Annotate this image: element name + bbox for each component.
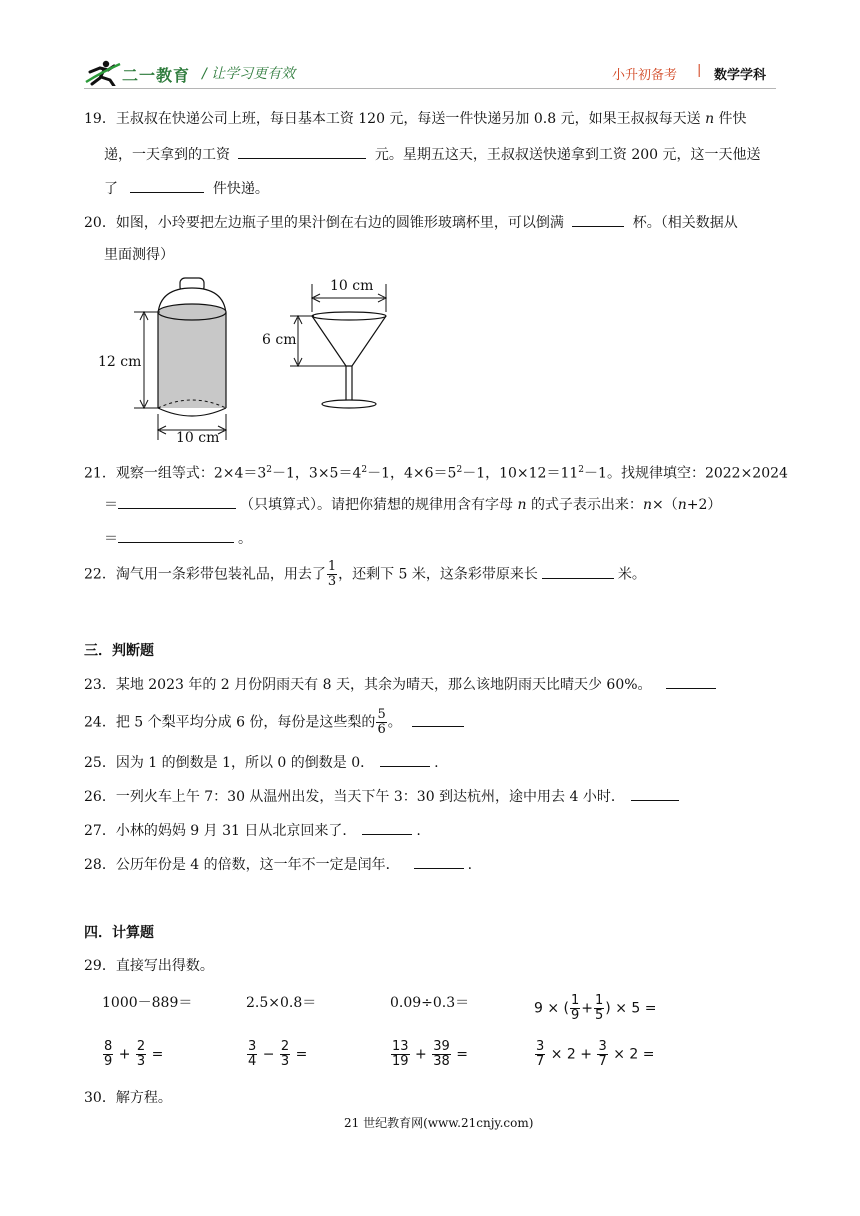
question-25: 25．因为 1 的倒数是 1，所以 0 的倒数是 0． . xyxy=(84,752,439,773)
runner-logo-icon xyxy=(84,60,122,86)
q19-line2-b: 元。星期五这天，王叔叔送快递拿到工资 200 元，这一天他送 xyxy=(374,147,761,163)
q22-fraction: $\frac{1}{3}$ xyxy=(327,559,337,589)
question-28: 28．公历年份是 4 的倍数，这一年不一定是闰年． . xyxy=(84,854,472,875)
bottle-width-label: 10 cm xyxy=(176,430,220,446)
q25-answer-blank[interactable] xyxy=(380,752,430,767)
q21-line1: 21．观察一组等式：2×4＝3 xyxy=(84,465,267,482)
section-4-title: 四．计算题 xyxy=(84,925,154,941)
q29-r2c2: $\frac{3}{4}$ − $\frac{2}{3}$ = xyxy=(248,1039,308,1069)
q27-answer-blank[interactable] xyxy=(362,820,412,835)
header-divider xyxy=(84,88,776,89)
q20-line1-b: 杯。（相关数据从 xyxy=(632,215,738,231)
q20-answer-blank[interactable] xyxy=(572,212,624,227)
page-footer: 21 世纪教育网(www.21cnjy.com) xyxy=(344,1116,534,1130)
q24-fraction: $\frac{5}{6}$ xyxy=(377,707,386,737)
q26-answer-blank[interactable] xyxy=(631,786,679,801)
q29-r1c4: 9 × ( $\frac{1}{9}$ + $\frac{1}{5}$ ) × 5 = xyxy=(534,993,657,1023)
q19-line3-a: 了 xyxy=(104,181,118,197)
cone-glass-figure xyxy=(290,278,400,414)
q20-line2: 里面测得） xyxy=(104,247,174,263)
question-24: 24．把 5 个梨平均分成 6 份，每份是这些梨的 $\frac{5}{6}$ 。 xyxy=(84,708,468,737)
q29-r2c4: $\frac{3}{7}$ × 2 + $\frac{3}{7}$ × 2 = xyxy=(536,1039,655,1069)
glass-width-label: 10 cm xyxy=(330,278,374,294)
slogan: / 让学习更有效 xyxy=(202,66,296,82)
q19-line1: 19．王叔叔在快递公司上班，每日基本工资 120 元，每送一件快递另加 0.8 元，如果王叔叔每天送 xyxy=(84,111,701,127)
question-29-title: 29．直接写出得数。 xyxy=(84,958,214,974)
q21-answer-blank-2[interactable] xyxy=(118,528,234,543)
q29-r2c1: $\frac{8}{9}$ + $\frac{2}{3}$ = xyxy=(104,1039,164,1069)
header-subject: 数学学科 xyxy=(714,68,767,83)
glass-height-label: 6 cm xyxy=(262,332,297,348)
bottle-height-label: 12 cm xyxy=(98,354,142,370)
q23-answer-blank[interactable] xyxy=(666,674,716,689)
header-separator: | xyxy=(697,63,702,78)
q19-line1-end: 件快 xyxy=(718,111,747,127)
q29-r1c2: 2.5×0.8＝ xyxy=(246,995,317,1011)
header-right-label: 小升初备考 xyxy=(612,68,678,83)
question-27: 27．小林的妈妈 9 月 31 日从北京回来了． . xyxy=(84,820,421,841)
q19-line3-b: 件快递。 xyxy=(212,181,269,197)
q28-answer-blank[interactable] xyxy=(414,854,464,869)
question-30: 30．解方程。 xyxy=(84,1090,172,1106)
q19-var-n: n xyxy=(705,111,715,127)
section-3-title: 三．判断题 xyxy=(84,643,154,659)
q19-answer-blank-1[interactable] xyxy=(238,144,366,159)
q21-answer-blank-1[interactable] xyxy=(118,494,236,509)
q20-line1-a: 20．如图，小玲要把左边瓶子里的果汁倒在右边的圆锥形玻璃杯里，可以倒满 xyxy=(84,215,564,231)
question-26: 26．一列火车上午 7：30 从温州出发，当天下午 3：30 到达杭州，途中用去 4 小时． xyxy=(84,786,683,807)
q29-r1c1: 1000－889＝ xyxy=(102,995,193,1011)
q19-line2-a: 递，一天拿到的工资 xyxy=(104,147,230,163)
q29-r1c3: 0.09÷0.3＝ xyxy=(390,995,470,1011)
q29-r2c3: $\frac{13}{19}$ + $\frac{39}{38}$ = xyxy=(392,1039,468,1069)
q19-answer-blank-2[interactable] xyxy=(130,178,204,193)
q24-answer-blank[interactable] xyxy=(412,712,464,727)
question-23: 23．某地 2023 年的 2 月份阴雨天有 8 天，其余为晴天，那么该地阴雨天比晴天少 60%。 xyxy=(84,674,720,695)
brand-name: 二一教育 xyxy=(122,66,191,85)
q22-answer-blank[interactable] xyxy=(542,564,614,579)
